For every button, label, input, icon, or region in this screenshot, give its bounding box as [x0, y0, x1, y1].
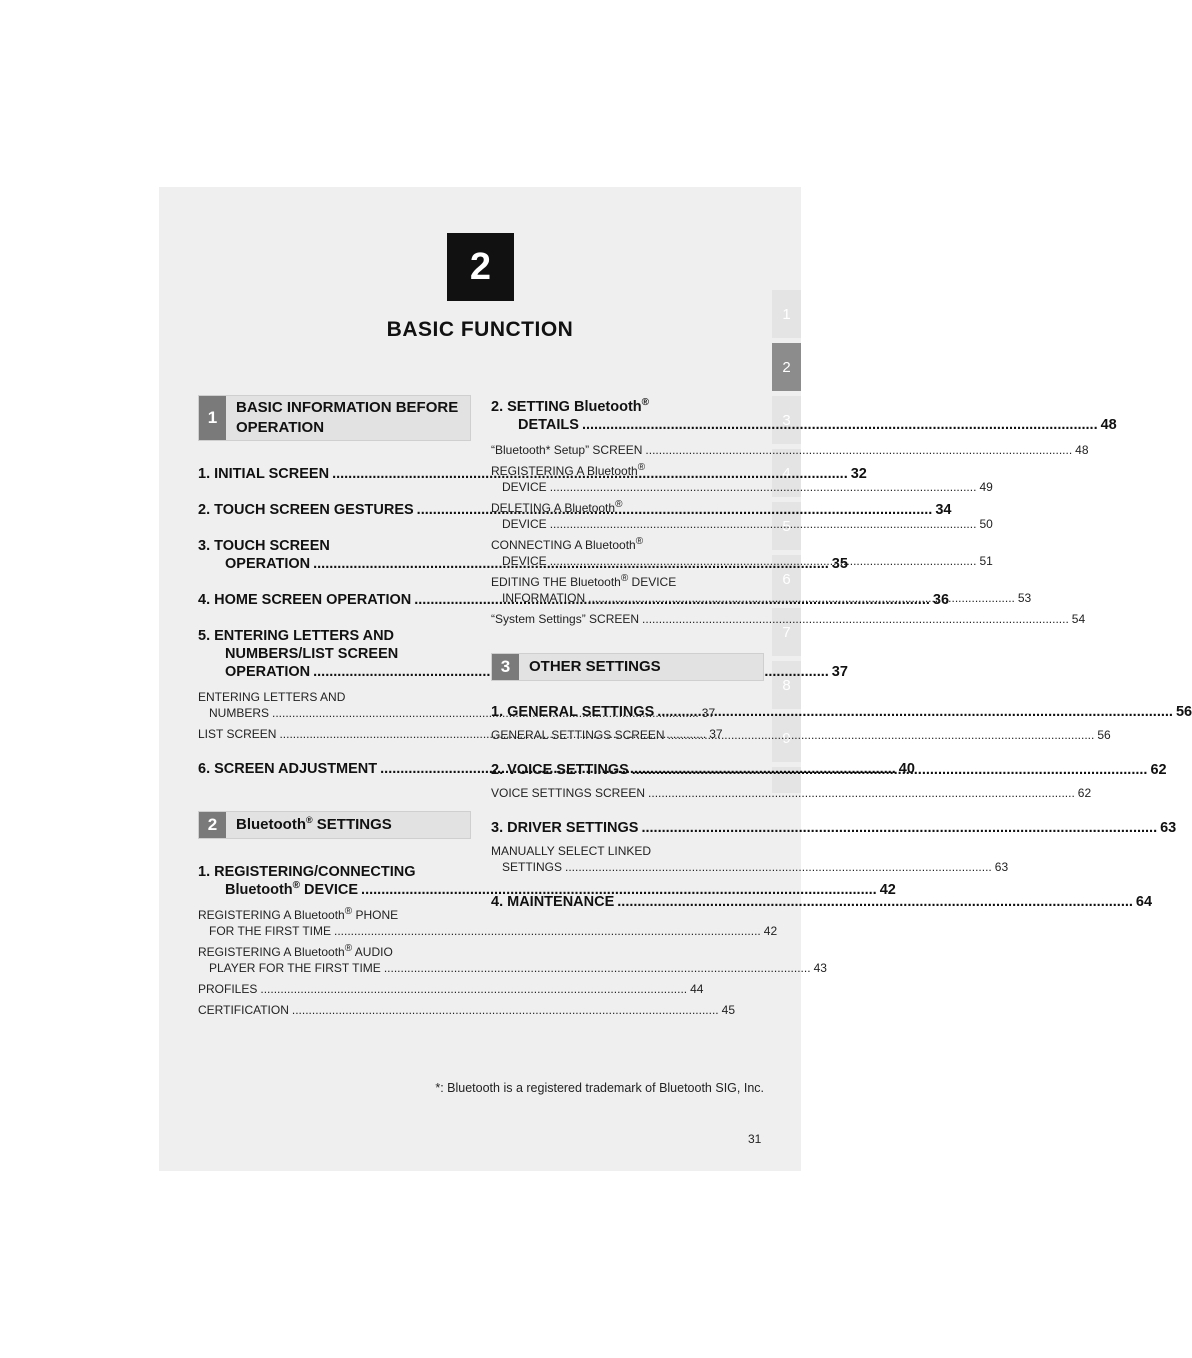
- toc-entry-entering-letters[interactable]: 5. ENTERING LETTERS AND NUMBERS/LIST SCREEN OPERATION ..... 37 ENTERING LETTERS AND NUMBERS ..... 37 LIST SCREEN ..... 37: [198, 627, 471, 742]
- section-title: BASIC INFORMATION BEFORE OPERATION: [236, 399, 459, 436]
- toc-subentry[interactable]: REGISTERING A Bluetooth® PHONE FOR THE FIRST TIME ..... 42: [198, 907, 471, 939]
- page-ref: 48: [1100, 417, 1117, 433]
- tab-chapter-7[interactable]: 7: [772, 608, 801, 656]
- page-ref: 63: [1160, 820, 1177, 836]
- tab-chapter-8[interactable]: 8: [772, 661, 801, 709]
- page-ref: 42: [879, 882, 896, 898]
- toc-entry-voice-settings[interactable]: 2. VOICE SETTINGS ..... 62 VOICE SETTINGS SCREEN ..... 62: [491, 761, 764, 801]
- toc-subentry[interactable]: CERTIFICATION ..... 45: [198, 1002, 471, 1018]
- toc-entry-touch-gestures[interactable]: 2. TOUCH SCREEN GESTURES ..... 34: [198, 501, 471, 519]
- page-ref: 64: [1135, 894, 1153, 910]
- toc-subentry[interactable]: PROFILES ..... 44: [198, 981, 471, 997]
- page-number: 31: [748, 1132, 762, 1146]
- toc-subentry[interactable]: CONNECTING A Bluetooth® DEVICE ..... 51: [491, 537, 764, 569]
- page-ref: 37: [831, 664, 848, 680]
- toc-entry-setting-bluetooth[interactable]: 2. SETTING Bluetooth® DETAILS ..... 48 “Bluetooth* Setup” SCREEN ..... 48 REGISTERING A Bluetooth® DEVICE ..... 49 DELETING A Bluetooth® DEVICE ..... 50 CONNECTING A Bluetooth® DEVICE ..... 51 EDITING THE Bluetooth® DEVICE INFORMATION ..... 53 “System Settings” SCREEN ..... 54: [491, 398, 764, 627]
- toc-subentry[interactable]: “System Settings” SCREEN ..... 54: [491, 611, 764, 627]
- toc-subentry[interactable]: LIST SCREEN ..... 37: [198, 726, 471, 742]
- section-header-1: [198, 395, 471, 441]
- section-title: Bluetooth® SETTINGS: [236, 815, 392, 833]
- page-ref: 32: [850, 466, 867, 482]
- toc-entry-registering-connecting[interactable]: 1. REGISTERING/CONNECTING Bluetooth® DEVICE ..... 42 REGISTERING A Bluetooth® PHONE FOR THE FIRST TIME ..... 42 REGISTERING A Bluetooth® AUDIO PLAYER FOR THE FIRST TIME ..... 43 PROFILES ..... 44 CERTIFICATION ..... 45: [198, 863, 471, 1018]
- tab-chapter-9[interactable]: 9: [772, 714, 801, 762]
- toc-entry-screen-adjustment[interactable]: 6. SCREEN ADJUSTMENT ..... 40: [198, 760, 471, 778]
- tab-chapter-3[interactable]: 3: [772, 396, 801, 444]
- toc-subentry[interactable]: DELETING A Bluetooth® DEVICE ..... 50: [491, 500, 764, 532]
- toc-subentry[interactable]: VOICE SETTINGS SCREEN ..... 62: [491, 785, 764, 801]
- chapter-tabs: [772, 290, 801, 798]
- toc-entry-initial-screen[interactable]: 1. INITIAL SCREEN ..... 32: [198, 465, 471, 483]
- page-ref: 40: [898, 761, 915, 777]
- toc-entry-touch-operation[interactable]: 3. TOUCH SCREEN OPERATION ..... 35: [198, 537, 471, 573]
- toc-entry-maintenance[interactable]: 4. MAINTENANCE ..... 64: [491, 893, 764, 911]
- section-number: 1: [199, 396, 226, 440]
- tab-chapter-5[interactable]: 5: [772, 502, 801, 550]
- page-ref: 56: [1175, 704, 1192, 720]
- page-ref: 34: [935, 502, 952, 518]
- section-header-3: [491, 653, 764, 681]
- toc-subentry[interactable]: MANUALLY SELECT LINKED SETTINGS ..... 63: [491, 843, 764, 875]
- toc-subentry[interactable]: ENTERING LETTERS AND NUMBERS ..... 37: [198, 689, 471, 721]
- tab-chapter-2[interactable]: 2: [772, 343, 801, 391]
- page-ref: 35: [831, 556, 848, 572]
- tab-chapter-4[interactable]: 4: [772, 449, 801, 497]
- toc-subentry[interactable]: REGISTERING A Bluetooth® AUDIO PLAYER FOR THE FIRST TIME ..... 43: [198, 944, 471, 976]
- page-ref: 62: [1150, 762, 1167, 778]
- footnote: *: Bluetooth is a registered trademark of Bluetooth SIG, Inc.: [435, 1081, 764, 1095]
- toc-subentry[interactable]: EDITING THE Bluetooth® DEVICE INFORMATION ..... 53: [491, 574, 764, 606]
- chapter-number-box: [447, 233, 514, 301]
- toc-entry-driver-settings[interactable]: 3. DRIVER SETTINGS ..... 63 MANUALLY SELECT LINKED SETTINGS ..... 63: [491, 819, 764, 875]
- section-number: 3: [492, 654, 519, 680]
- toc-subentry[interactable]: REGISTERING A Bluetooth® DEVICE ..... 49: [491, 463, 764, 495]
- toc-subentry[interactable]: GENERAL SETTINGS SCREEN ..... 56: [491, 727, 764, 743]
- tab-chapter-6[interactable]: 6: [772, 555, 801, 603]
- tab-chapter-1[interactable]: 1: [772, 290, 801, 338]
- toc-entry-home-screen[interactable]: 4. HOME SCREEN OPERATION ..... 36: [198, 591, 471, 609]
- toc-subentry[interactable]: “Bluetooth* Setup” SCREEN ..... 48: [491, 442, 764, 458]
- toc-entry-general-settings[interactable]: 1. GENERAL SETTINGS ..... 56 GENERAL SETTINGS SCREEN ..... 56: [491, 703, 764, 743]
- section-number: 2: [199, 812, 226, 838]
- chapter-title: BASIC FUNCTION: [386, 318, 574, 341]
- page-ref: 36: [932, 592, 950, 608]
- chapter-number: 2: [469, 245, 492, 288]
- section-header-2: [198, 811, 471, 839]
- section-title: OTHER SETTINGS: [529, 658, 661, 675]
